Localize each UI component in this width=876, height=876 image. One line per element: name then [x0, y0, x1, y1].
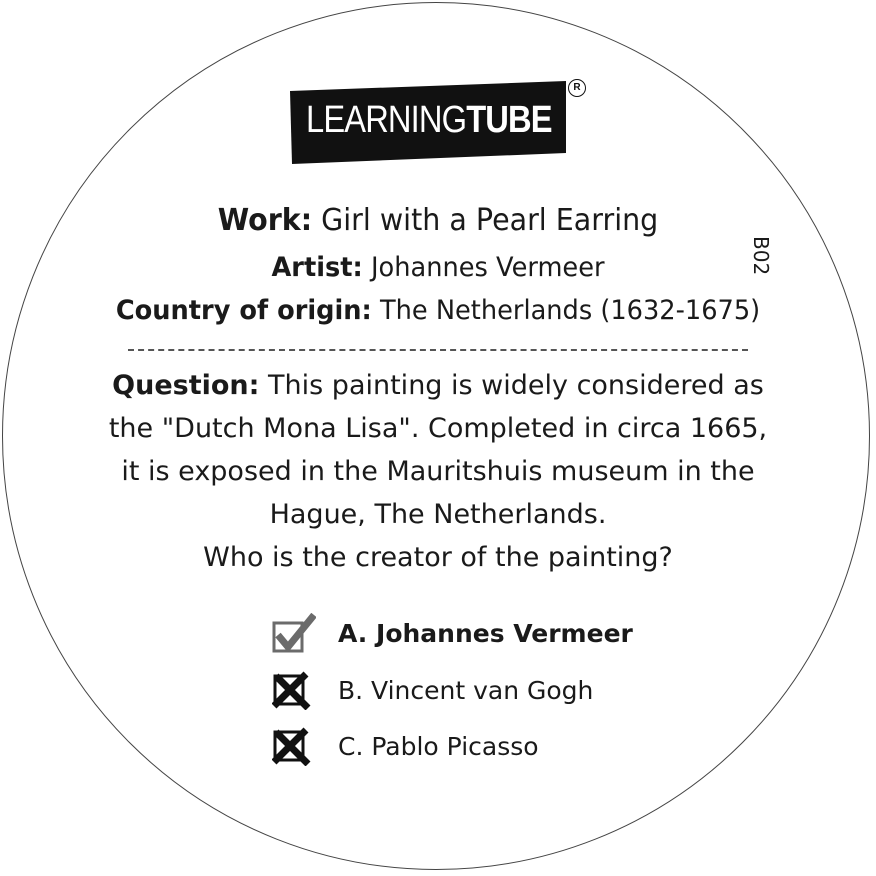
question-line-1 — [88, 364, 788, 407]
question-line-3: it is exposed in the Mauritshuis museum in the — [121, 456, 755, 487]
option-c — [272, 726, 539, 766]
logo-text-tube: TUBE — [466, 99, 552, 141]
work-value: Girl with a Pearl Earring — [321, 203, 659, 238]
option-a-label: A. Johannes Vermeer — [338, 618, 633, 648]
learningtube-logo — [290, 81, 566, 164]
dashed-divider — [128, 349, 748, 351]
question-line-5: Who is the creator of the painting? — [203, 542, 673, 573]
artist-value: Johannes Vermeer — [370, 252, 605, 283]
option-a — [272, 613, 633, 653]
option-c-label: C. Pablo Picasso — [338, 731, 539, 761]
question-line-2: the "Dutch Mona Lisa". Completed in circa 1665, — [108, 413, 768, 444]
option-b — [272, 670, 593, 710]
question-label: Question: — [112, 370, 260, 401]
country-row — [22, 295, 854, 326]
registered-mark-icon: R — [568, 79, 586, 97]
question-text-1: This painting is widely considered as — [268, 370, 764, 401]
work-row — [22, 203, 854, 238]
cross-icon — [272, 726, 312, 766]
logo-text-learning: LEARNING — [306, 99, 467, 141]
logo-text — [306, 99, 552, 142]
question-line-4: Hague, The Netherlands. — [269, 499, 607, 530]
artist-label: Artist: — [271, 252, 363, 283]
cross-icon — [272, 670, 312, 710]
country-value: The Netherlands (1632-1675) — [379, 295, 761, 326]
card-code: B02 — [749, 236, 773, 276]
question-block — [88, 364, 788, 579]
country-label: Country of origin: — [115, 295, 372, 326]
work-label: Work: — [217, 203, 313, 238]
option-b-label: B. Vincent van Gogh — [338, 675, 594, 705]
artist-row — [22, 252, 854, 283]
checkmark-icon — [272, 613, 312, 653]
